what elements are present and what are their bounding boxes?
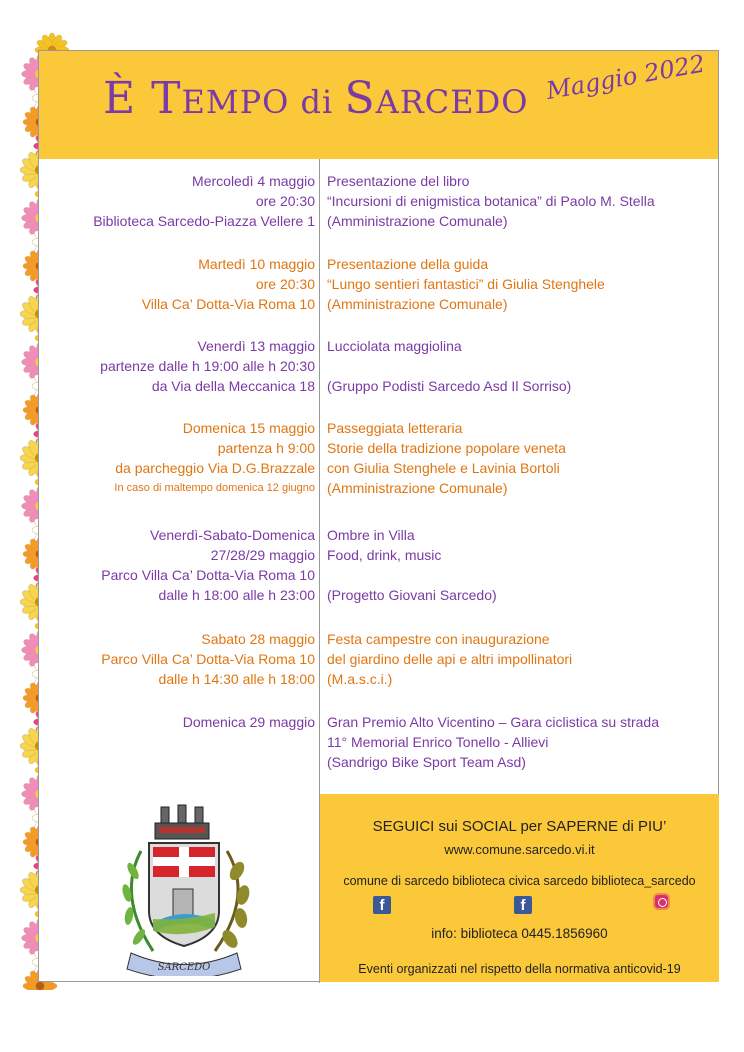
- event-time: ore 20:30: [255, 276, 315, 292]
- municipal-crest: [109, 801, 269, 976]
- event-title: Passeggiata letteraria: [327, 420, 463, 436]
- event-organizer: (Progetto Giovani Sarcedo): [327, 587, 497, 603]
- event-place: Biblioteca Sarcedo-Piazza Vellere 1: [93, 213, 315, 229]
- event-when: [39, 254, 315, 314]
- event-detail: [327, 565, 707, 585]
- crest-banner-text: SARCEDO: [157, 962, 211, 973]
- event-when: [39, 418, 315, 498]
- event-place: Parco Villa Ca’ Dotta-Via Roma 10: [101, 567, 315, 583]
- event-when: [39, 629, 315, 689]
- title-part: ARCEDO: [375, 83, 529, 121]
- event-place: Parco Villa Ca’ Dotta-Via Roma 10: [101, 651, 315, 667]
- social-box: [320, 794, 719, 982]
- event-date: Domenica 15 maggio: [182, 420, 315, 436]
- title-part: È: [103, 73, 137, 124]
- event-place: da parcheggio Via D.G.Brazzale: [115, 460, 315, 476]
- website-link[interactable]: www.comune.sarcedo.vi.it: [444, 842, 595, 857]
- event-detail: 11° Memorial Enrico Tonello - Allievi: [327, 734, 549, 750]
- event-date: Venerdì 13 maggio: [197, 338, 315, 354]
- event-what: [327, 418, 707, 498]
- event-detail: Storie della tradizione popolare veneta: [327, 440, 566, 456]
- title-part: EMPO: [181, 83, 290, 121]
- event-organizer: (Amministrazione Comunale): [327, 480, 508, 496]
- event-detail: “Lungo sentieri fantastici” di Giulia Stenghele: [327, 276, 605, 292]
- event-title: Ombre in Villa: [327, 527, 415, 543]
- header-banner: [39, 51, 718, 159]
- event-time: dalle h 18:00 alle h 23:00: [158, 587, 315, 603]
- title-part: di: [289, 83, 345, 121]
- event-time: partenze dalle h 19:00 alle h 20:30: [100, 358, 315, 374]
- event-place: da Via della Meccanica 18: [151, 378, 315, 394]
- contact-info: info: biblioteca 0445.1856960: [431, 926, 608, 941]
- event-time: partenza h 9:00: [217, 440, 315, 456]
- event-detail: “Incursioni di enigmistica botanica” di Paolo M. Stella: [327, 193, 655, 209]
- facebook-icon[interactable]: f: [373, 896, 391, 914]
- poster: [38, 50, 719, 982]
- title-part: T: [151, 73, 182, 124]
- social-heading: SEGUICI sui SOCIAL per SAPERNE di PIU’: [372, 818, 667, 835]
- event-when: [39, 525, 315, 605]
- event-date: Mercoledì 4 maggio: [192, 173, 315, 189]
- event-note: In caso di maltempo domenica 12 giugno: [114, 482, 315, 494]
- event-what: [327, 629, 707, 689]
- event-date: Martedì 10 maggio: [198, 256, 315, 272]
- event-organizer: (Amministrazione Comunale): [327, 213, 508, 229]
- event-what: [327, 525, 707, 605]
- event-organizer: (Amministrazione Comunale): [327, 296, 508, 312]
- page-title: [103, 73, 529, 124]
- event-title: Festa campestre con inaugurazione: [327, 631, 550, 647]
- event-date: Domenica 29 maggio: [182, 714, 315, 730]
- event-title: Gran Premio Alto Vicentino – Gara ciclistica su strada: [327, 714, 660, 730]
- event-organizer: (Sandrigo Bike Sport Team Asd): [327, 754, 526, 770]
- event-when: [39, 712, 315, 732]
- event-what: [327, 171, 707, 231]
- event-detail: [327, 356, 707, 376]
- event-detail: con Giulia Stenghele e Lavinia Bortoli: [327, 460, 560, 476]
- event-detail: Food, drink, music: [327, 547, 442, 563]
- event-when: [39, 171, 315, 231]
- event-title: Presentazione del libro: [327, 173, 470, 189]
- event-date-range: 27/28/29 maggio: [210, 547, 315, 563]
- event-title: Presentazione della guida: [327, 256, 489, 272]
- covid-note: Eventi organizzati nel rispetto della normativa anticovid-19: [358, 962, 681, 976]
- event-date: Sabato 28 maggio: [201, 631, 315, 647]
- title-part: S: [344, 73, 376, 124]
- event-time: dalle h 14:30 alle h 18:00: [158, 671, 315, 687]
- event-time: ore 20:30: [255, 193, 315, 209]
- instagram-icon[interactable]: [653, 893, 670, 910]
- event-what: [327, 336, 707, 396]
- event-detail: del giardino delle api e altri impollinatori: [327, 651, 573, 667]
- event-title: Lucciolata maggiolina: [327, 338, 462, 354]
- event-what: [327, 254, 707, 314]
- social-accounts: comune di sarcedo biblioteca civica sarcedo biblioteca_sarcedo: [343, 874, 696, 888]
- event-organizer: (M.a.s.c.i.): [327, 671, 393, 687]
- event-date: Venerdì-Sabato-Domenica: [150, 527, 315, 543]
- crown-icon: [155, 805, 209, 839]
- page-subtitle: Maggio 2022: [544, 49, 708, 105]
- event-what: [327, 712, 707, 772]
- event-place: Villa Ca’ Dotta-Via Roma 10: [141, 296, 315, 312]
- event-organizer: (Gruppo Podisti Sarcedo Asd Il Sorriso): [327, 378, 572, 394]
- event-when: [39, 336, 315, 396]
- facebook-icon[interactable]: f: [514, 896, 532, 914]
